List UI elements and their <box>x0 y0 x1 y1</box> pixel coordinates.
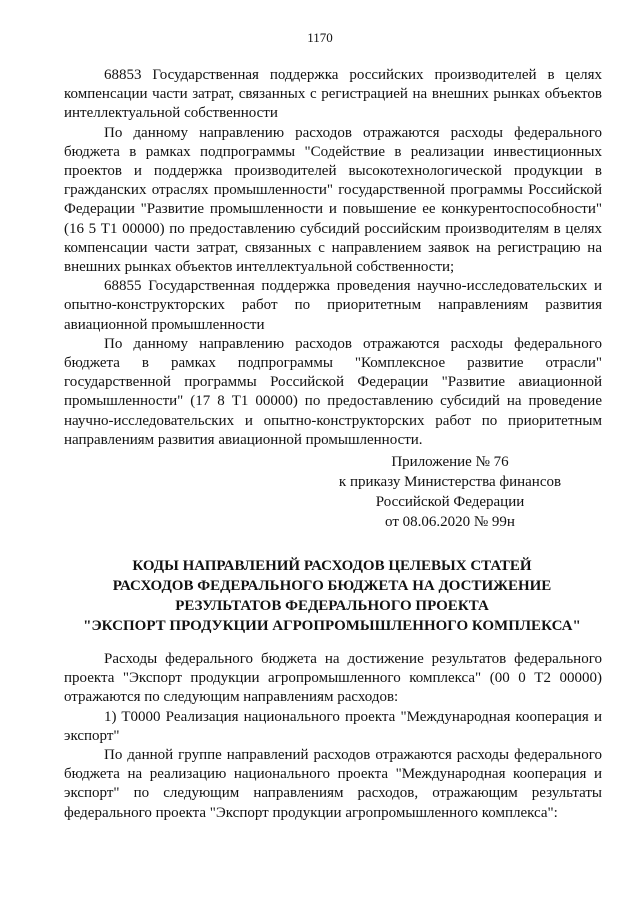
heading-line: РАСХОДОВ ФЕДЕРАЛЬНОГО БЮДЖЕТА НА ДОСТИЖЕНИЕ <box>112 578 552 594</box>
page-number: 1170 <box>307 30 333 45</box>
paragraph-68855-description: По данному направлению расходов отражаются расходы федерального бюджета в рамках подпрограммы "Комплексное развитие отрасли" государственной программы Российской Федерации "Развитие авиационной промышленности" (17 8 T1 00000) по предоставлению субсидий на проведение научно-исследовательских и опытно-конструкторских работ по приоритетным направлениям развития авиационной промышленности. <box>64 335 602 448</box>
paragraph-68853-title: 68853 Государственная поддержка российских производителей в целях компенсации части затрат, связанных с регистрацией на внешних рынках объектов интеллектуальной собственности <box>64 67 602 122</box>
heading-line: КОДЫ НАПРАВЛЕНИЙ РАСХОДОВ ЦЕЛЕВЫХ СТАТЕЙ <box>132 558 532 574</box>
paragraph-t0000-description: По данной группе направлений расходов отражаются расходы федерального бюджета на реализацию национального проекта "Международная кооперация и экспорт" по следующим направлениям расходов, отражающим результаты федерального проекта "Экспорт продукции агропромышленного комплекса": <box>64 747 602 821</box>
paragraph-68855-title: 68855 Государственная поддержка проведения научно-исследовательских и опытно-конструкторских работ по приоритетным направлениям развития авиационной промышленности <box>64 278 602 333</box>
appendix-country-line: Российской Федерации <box>375 494 525 510</box>
paragraph-68853-description: По данному направлению расходов отражаются расходы федерального бюджета в рамках подпрограммы "Содействие в реализации инвестиционных проектов и поддержка производителей высокотехнологической продукции в гражданских отраслях промышленности" государственной программы Российской Федерации "Развитие промышленности и повышение ее конкурентоспособности" (16 5 T1 00000) по предоставлению субсидий российским производителям в целях компенсации части затрат, связанных с направлением заявок на регистрацию на внешних рынках объектов интеллектуальной собственности; <box>64 124 602 276</box>
paragraph-intro: Расходы федерального бюджета на достижение результатов федерального проекта "Экспорт продукции агропромышленного комплекса" (00 0 T2 00000) отражаются по следующим направлениям расходов: <box>64 651 602 706</box>
paragraph-t0000-title: 1) T0000 Реализация национального проекта "Международная кооперация и экспорт" <box>64 708 602 744</box>
appendix-reference <box>330 452 570 532</box>
appendix-order-line: к приказу Министерства финансов <box>338 474 562 490</box>
bottom-text-block <box>64 650 602 823</box>
appendix-date-line: от 08.06.2020 № 99н <box>385 514 515 530</box>
top-text-block <box>64 66 602 450</box>
appendix-number: Приложение № 76 <box>391 454 509 470</box>
document-heading <box>40 556 624 636</box>
heading-line: "ЭКСПОРТ ПРОДУКЦИИ АГРОПРОМЫШЛЕННОГО КОМПЛЕКСА" <box>83 618 581 634</box>
heading-line: РЕЗУЛЬТАТОВ ФЕДЕРАЛЬНОГО ПРОЕКТА <box>175 598 489 614</box>
